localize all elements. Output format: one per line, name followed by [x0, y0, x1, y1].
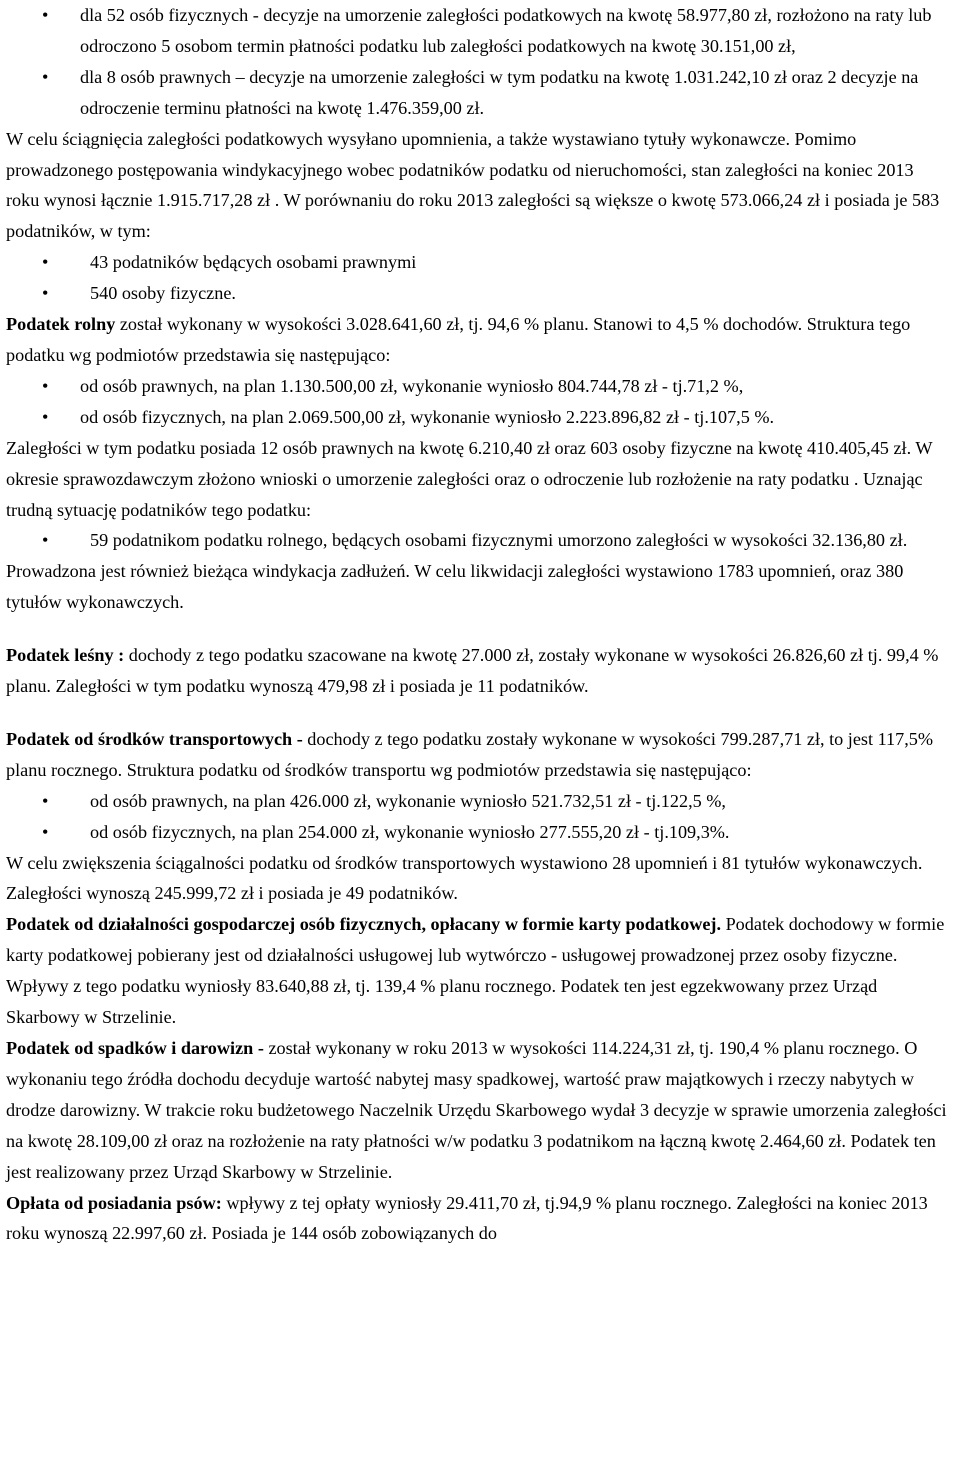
- bullet-item: [6, 278, 950, 309]
- paragraph-text: został wykonany w roku 2013 w wysokości 114.224,31 zł, tj. 190,4 % planu rocznego. O wykonaniu tego źródła dochodu decyduje wartość nabytej masy spadkowej, wartość praw majątkowych i rzeczy nabytych w drodze darowizny. W trakcie roku budżetowego Naczelnik Urzędu Skarbowego wydał 3 decyzje w sprawie umorzenia zaległości na kwotę 28.109,00 zł oraz na rozłożenie na raty płatności w/w podatku 3 podatnikom na łączną kwotę 2.464,60 zł. Podatek ten jest realizowany przez Urząd Skarbowy w Strzelinie.: [6, 1038, 947, 1182]
- bullet-item: [6, 0, 950, 62]
- paragraph-text: 43 podatników będących osobami prawnymi: [90, 252, 417, 273]
- paragraph: [6, 556, 950, 618]
- paragraph: [6, 724, 950, 786]
- paragraph-text: dochody z tego podatku zostały wykonane w wysokości 799.287,71 zł, to jest 117,5% planu rocznego. Struktura podatku od środków transportu wg podmiotów przedstawia się następująco:: [6, 728, 933, 780]
- section-heading: Podatek rolny: [6, 314, 116, 335]
- paragraph: [6, 124, 950, 248]
- paragraph-text: dla 52 osób fizycznych - decyzje na umorzenie zaległości podatkowych na kwotę 58.977,80 zł, rozłożono na raty lub odroczono 5 osobom termin płatności podatku lub zaległości podatkowych na kwotę 30.151,00 zł,: [80, 5, 932, 56]
- paragraph-text: W celu zwiększenia ściągalności podatku od środków transportowych wystawiono 28 upomnień i 81 tytułów wykonawczych. Zaległości wynoszą 245.999,72 zł i posiada je 49 podatników.: [6, 852, 923, 904]
- paragraph-text: od osób fizycznych, na plan 2.069.500,00 zł, wykonanie wyniosło 2.223.896,82 zł - tj.107,5 %.: [80, 406, 775, 427]
- paragraph-text: dochody z tego podatku szacowane na kwotę 27.000 zł, zostały wykonane w wysokości 26.826,60 zł tj. 99,4 % planu. Zaległości w tym podatku wynoszą 479,98 zł i posiada je 11 podatników.: [6, 645, 939, 697]
- bullet-item: [6, 62, 950, 124]
- paragraph: [6, 309, 950, 371]
- section-heading: Podatek od środków transportowych -: [6, 728, 303, 749]
- paragraph-text: od osób fizycznych, na plan 254.000 zł, wykonanie wyniosło 277.555,20 zł - tj.109,3%.: [90, 821, 730, 842]
- section-heading: Podatek od działalności gospodarczej osób fizycznych, opłacany w formie karty podatkowej.: [6, 914, 722, 935]
- section-heading: Opłata od posiadania psów:: [6, 1192, 222, 1213]
- paragraph: [6, 909, 950, 1033]
- section-heading: Podatek leśny :: [6, 645, 125, 666]
- bullet-item: [6, 817, 950, 848]
- bullet-item: [6, 371, 950, 402]
- paragraph-text: został wykonany w wysokości 3.028.641,60 zł, tj. 94,6 % planu. Stanowi to 4,5 % dochodów. Struktura tego podatku wg podmiotów przedstawia się następująco:: [6, 314, 911, 365]
- paragraph: [6, 848, 950, 910]
- bullet-item: [6, 786, 950, 817]
- paragraph-text: 540 osoby fizyczne.: [90, 283, 236, 304]
- paragraph-text: Podatek dochodowy w formie karty podatkowej pobierany jest od działalności usługowej lub wytwórczo - usługowej prowadzonej przez osoby fizyczne. Wpływy z tego podatku wyniosły 83.640,88 zł, tj. 139,4 % planu rocznego. Podatek ten jest egzekwowany przez Urząd Skarbowy w Strzelinie.: [6, 914, 945, 1028]
- section-heading: Podatek od spadków i darowizn -: [6, 1038, 264, 1058]
- bullet-item: [6, 525, 950, 556]
- paragraph: [6, 433, 950, 526]
- bullet-item: [6, 247, 950, 278]
- paragraph: [6, 1188, 950, 1250]
- paragraph: [6, 1033, 950, 1188]
- paragraph-text: 59 podatnikom podatku rolnego, będących osobami fizycznymi umorzono zaległości w wysokości 32.136,80 zł.: [90, 530, 908, 551]
- paragraph-text: W celu ściągnięcia zaległości podatkowych wysyłano upomnienia, a także wystawiano tytuły wykonawcze. Pomimo prowadzonego postępowania windykacyjnego wobec podatników podatku od nieruchomości, stan zaległości na koniec 2013 roku wynosi łącznie 1.915.717,28 zł . W porównaniu do roku 2013 zaległości są większe o kwotę 573.066,24 zł i posiada je 583 podatników, w tym:: [6, 128, 940, 242]
- paragraph-text: Prowadzona jest również bieżąca windykacja zadłużeń. W celu likwidacji zaległości wystawiono 1783 upomnień, oraz 380 tytułów wykonawczych.: [6, 561, 904, 613]
- bullet-item: [6, 402, 950, 433]
- paragraph-text: Zaległości w tym podatku posiada 12 osób prawnych na kwotę 6.210,40 zł oraz 603 osoby fizyczne na kwotę 410.405,45 zł. W okresie sprawozdawczym złożono wnioski o umorzenie zaległości oraz o odroczenie lub rozłożenie na raty podatku . Uznając trudną sytuację podatników tego podatku:: [6, 437, 933, 520]
- paragraph-text: od osób prawnych, na plan 1.130.500,00 zł, wykonanie wyniosło 804.744,78 zł - tj.71,2 %,: [80, 375, 744, 396]
- paragraph-text: od osób prawnych, na plan 426.000 zł, wykonanie wyniosło 521.732,51 zł - tj.122,5 %,: [90, 790, 726, 811]
- paragraph: [6, 640, 950, 702]
- paragraph-text: wpływy z tej opłaty wyniosły 29.411,70 zł, tj.94,9 % planu rocznego. Zaległości na koniec 2013 roku wynoszą 22.997,60 zł. Posiada je 144 osób zobowiązanych do: [6, 1192, 928, 1244]
- paragraph-text: dla 8 osób prawnych – decyzje na umorzenie zaległości w tym podatku na kwotę 1.031.242,10 zł oraz 2 decyzje na odroczenie terminu płatności na kwotę 1.476.359,00 zł.: [80, 66, 919, 118]
